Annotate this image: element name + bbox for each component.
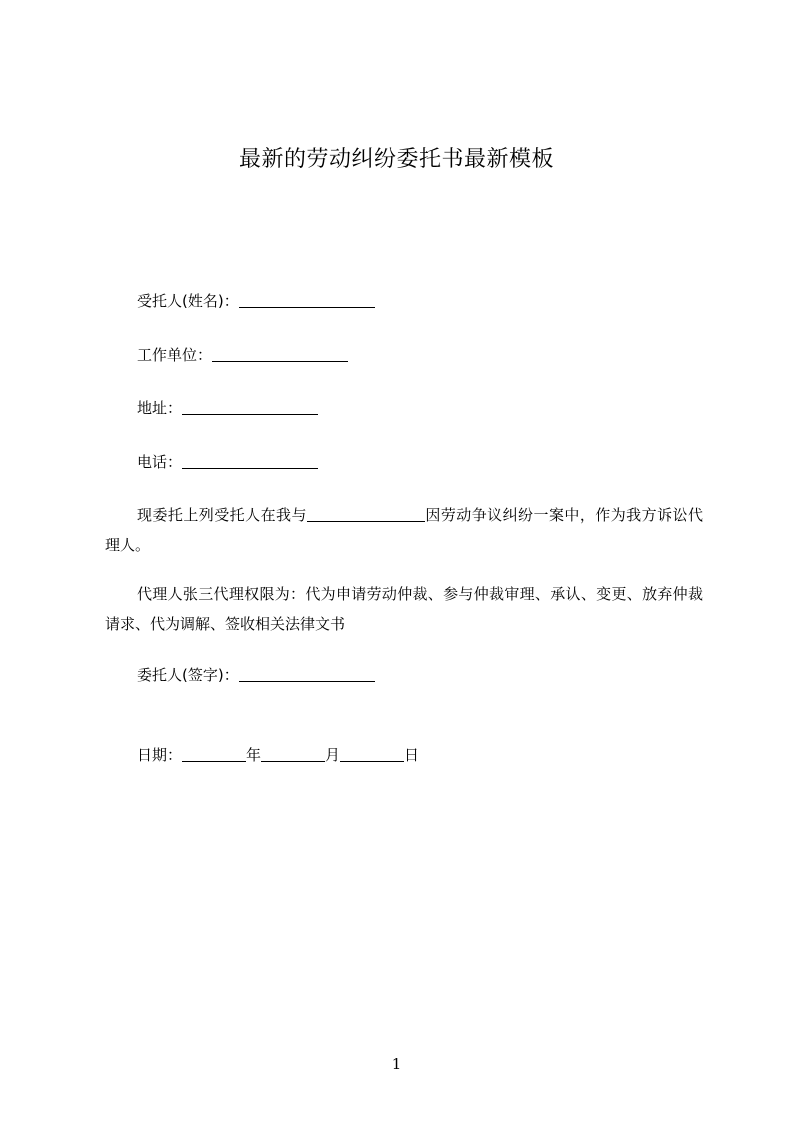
entrustment-text-end: 因劳动争议纠纷一案中，作为我方诉讼代理人。 (105, 506, 703, 554)
signature-line (137, 664, 375, 685)
trustee-name-label: 受托人(姓名)： (137, 292, 239, 310)
signature-label: 委托人(签字)： (137, 666, 239, 684)
date-line (137, 744, 419, 765)
phone-blank[interactable] (182, 453, 318, 469)
day-label: 日 (404, 746, 420, 764)
address-line (137, 397, 318, 418)
year-label: 年 (246, 746, 262, 764)
signature-blank[interactable] (239, 666, 375, 682)
phone-line (137, 451, 318, 472)
address-label: 地址： (137, 399, 183, 417)
entrustment-text-start: 现委托上列受托人在我与 (137, 506, 307, 524)
entrustment-paragraph (105, 500, 703, 560)
date-label: 日期： (137, 746, 183, 764)
year-blank[interactable] (182, 746, 246, 762)
month-label: 月 (325, 746, 341, 764)
page-number: 1 (391, 1055, 402, 1073)
phone-label: 电话： (137, 453, 183, 471)
work-unit-blank[interactable] (212, 346, 348, 362)
work-unit-line (137, 344, 348, 365)
day-blank[interactable] (340, 746, 404, 762)
work-unit-label: 工作单位： (137, 346, 213, 364)
month-blank[interactable] (261, 746, 325, 762)
address-blank[interactable] (182, 399, 318, 415)
trustee-name-line (137, 290, 375, 311)
document-title: 最新的劳动纠纷委托书最新模板 (238, 147, 554, 172)
trustee-name-blank[interactable] (239, 292, 375, 308)
authority-paragraph: 代理人张三代理权限为：代为申请劳动仲裁、参与仲裁审理、承认、变更、放弃仲裁请求、代为调解、签收相关法律文书 (105, 585, 703, 633)
opponent-blank[interactable] (307, 506, 425, 522)
